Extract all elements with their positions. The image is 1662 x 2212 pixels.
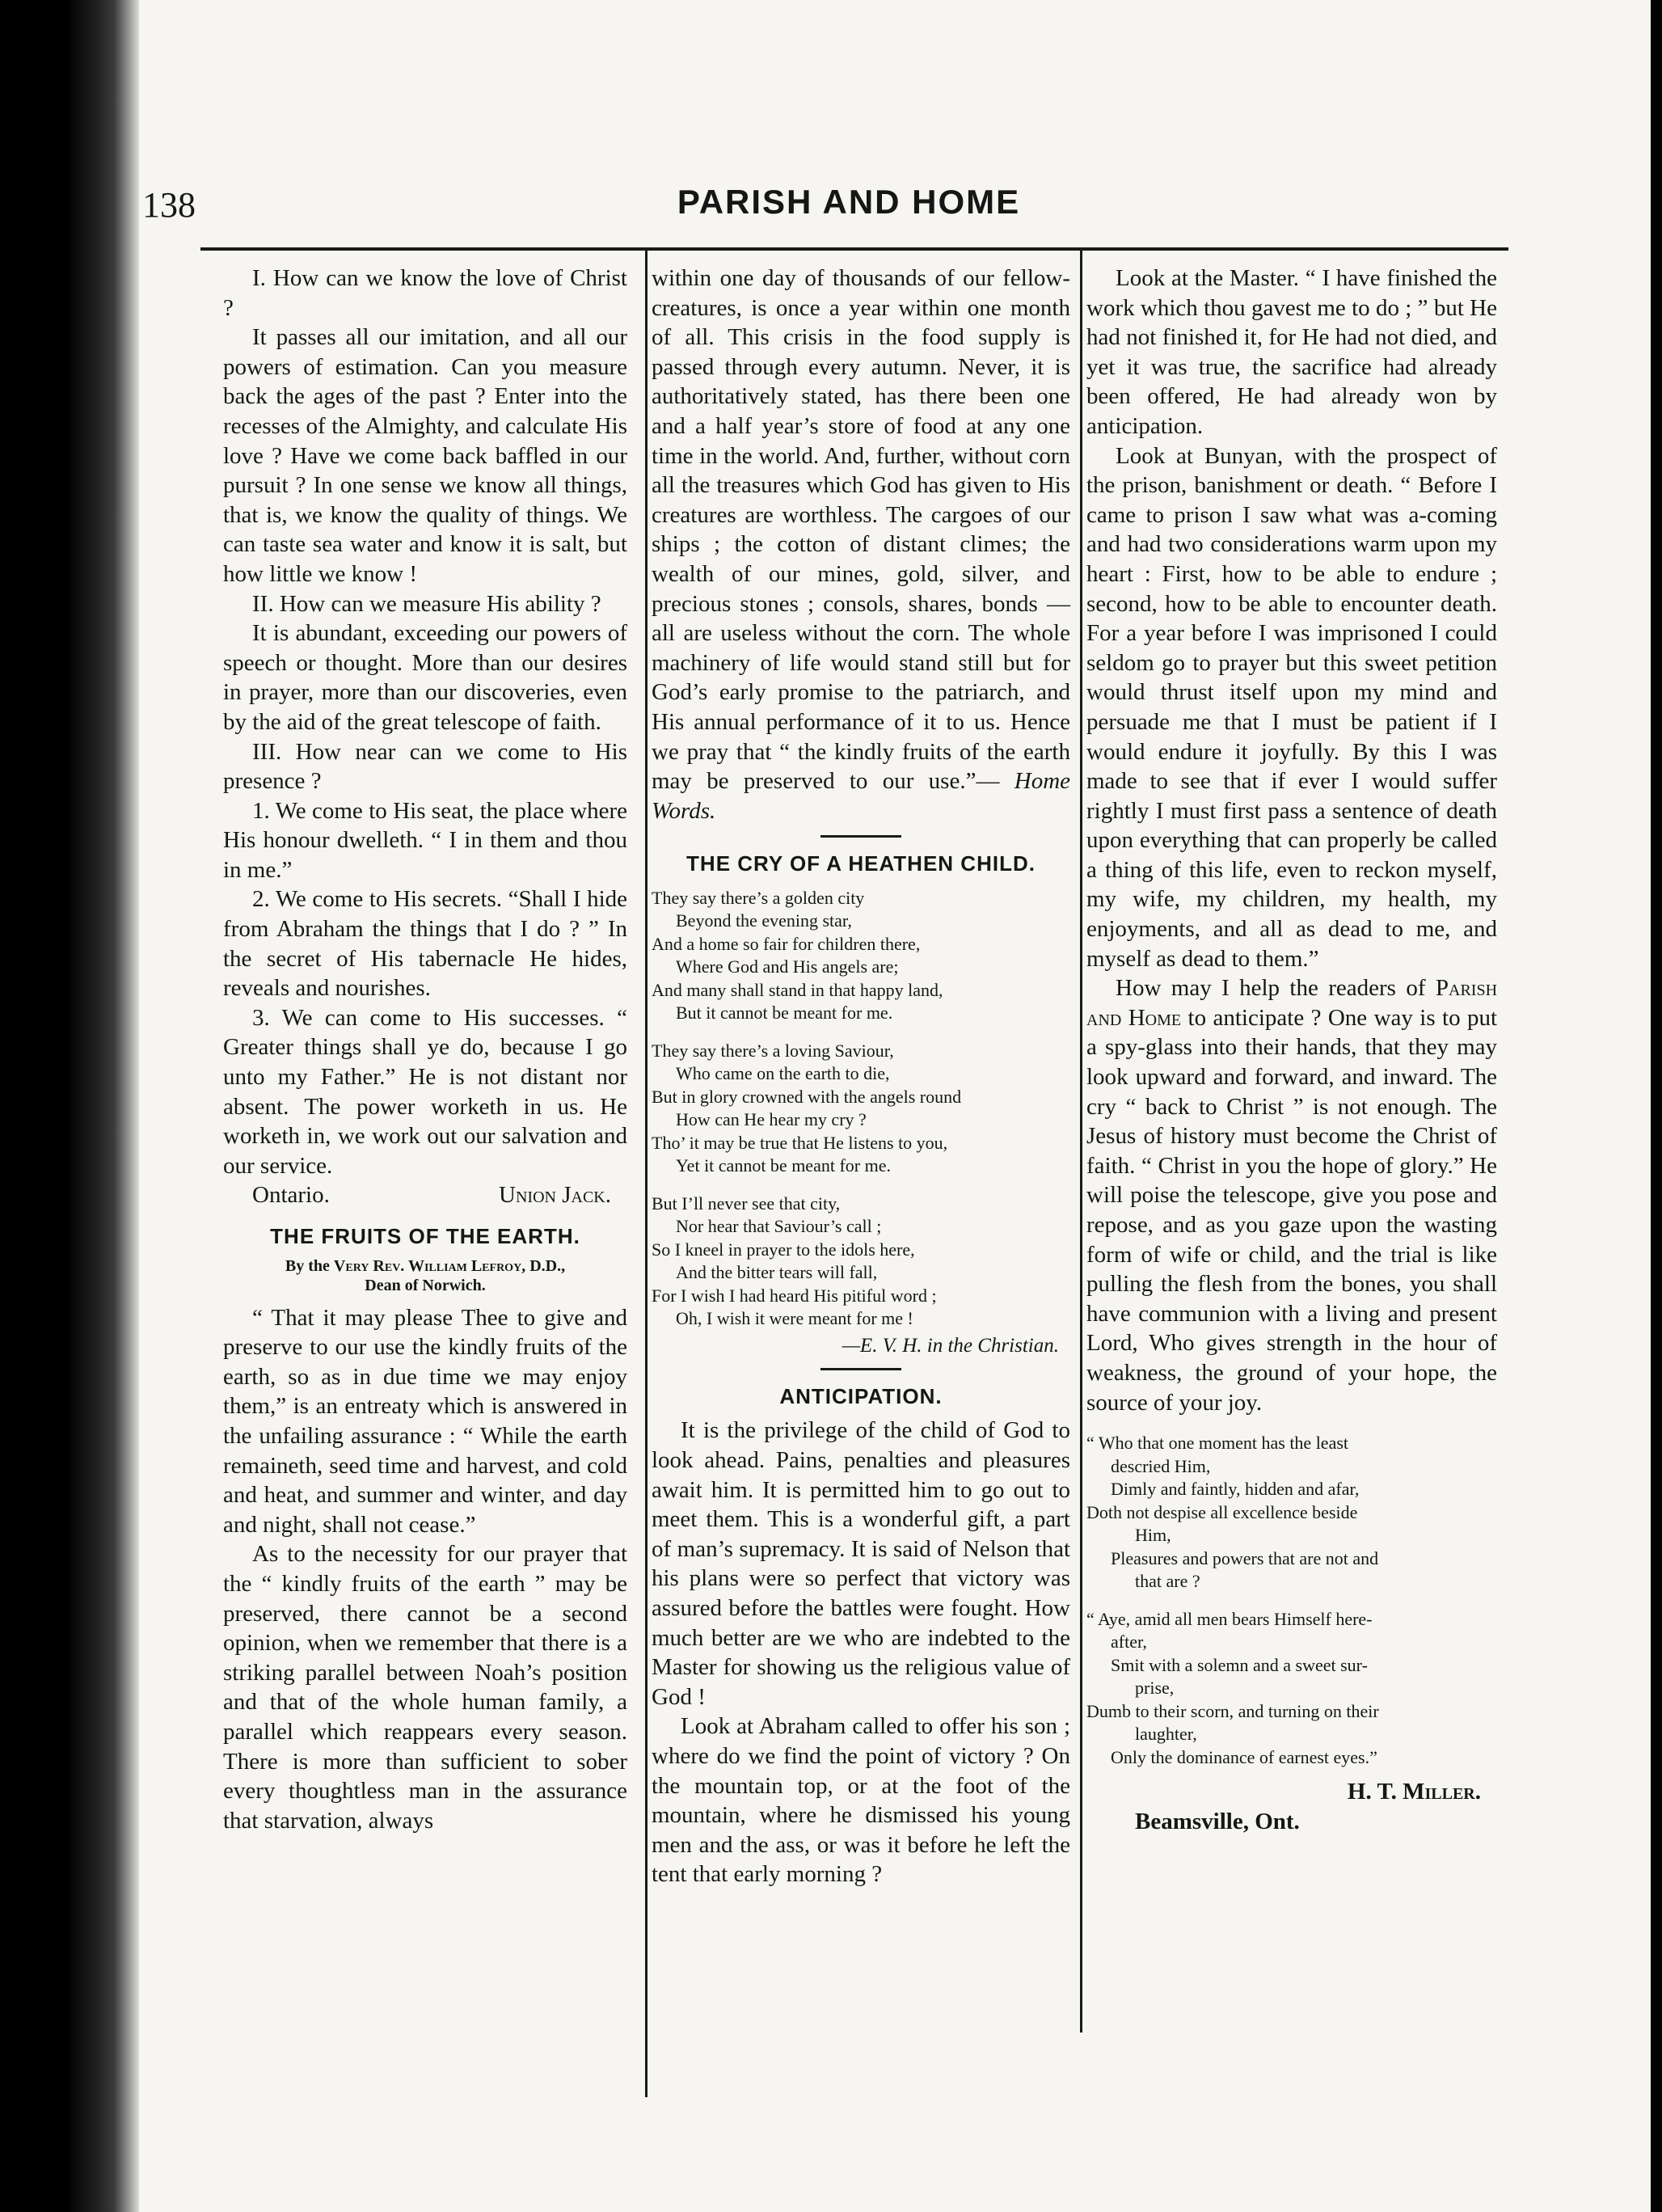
poem-line: And a home so fair for children there, bbox=[652, 933, 921, 954]
paragraph-start: How may I help the readers of bbox=[1116, 975, 1426, 1002]
poem-line: that are ? bbox=[1135, 1571, 1200, 1592]
poem-line: But it cannot be meant for me. bbox=[676, 1003, 893, 1024]
section-title-anticipation: ANTICIPATION. bbox=[779, 1383, 943, 1408]
poem-line: Doth not despise all excellence beside bbox=[1086, 1501, 1358, 1522]
poem-credit: —E. V. H. in the Christian. bbox=[842, 1334, 1059, 1357]
source-credit: Home Words. bbox=[652, 768, 1071, 824]
section-title-cry: THE CRY OF A HEATHEN CHILD. bbox=[686, 851, 1036, 876]
poem-stanza bbox=[1086, 1608, 1497, 1770]
poem-stanza bbox=[652, 887, 1070, 1025]
paragraph: As to the necessity for our prayer that the “ kindly fruits of the earth ” may be preserved, there cannot be a second opinion, when we remember that there is a striking parallel between Noah’s position and that of the whole human family, a parallel which reappears every season. There is more than sufficient to sober every thoughtless man in the assurance that starvation, always bbox=[223, 1541, 627, 1834]
paragraph: Look at Abraham called to offer his son ; where do we find the point of victory ? On the mountain top, or at the foot of the mountain, where he dismissed his young men and the ass, or was it before he left the tent that early morning ? bbox=[652, 1713, 1070, 1888]
signature-name: Union Jack. bbox=[499, 1182, 611, 1209]
poem-line: prise, bbox=[1135, 1678, 1175, 1699]
paragraph: I. How can we know the love of Christ ? bbox=[223, 265, 627, 321]
column-1 bbox=[223, 264, 627, 1835]
poem-line: Beyond the evening star, bbox=[676, 910, 852, 931]
paragraph: Look at Bunyan, with the prospect of the prison, banishment or death. “ Before I came to prison I saw what was a-coming and had two considerations warm upon my heart : First, how to be able to endure ; second, how to be able to encounter death. For a year before I was imprisoned I could seldom go to prayer but this sweet petition would thrust itself upon my mind and persuade me that I must be patient if I would endure it joyfully. By this I was made to see that if ever I would suffer rightly I must first pass a sentence of death upon everything that can properly be called a thing of this life, even to reckon myself, my wife, my children, my health, my enjoyments, and all as dead to me, and myself as dead to them.” bbox=[1086, 442, 1497, 972]
poem-line: And the bitter tears will fall, bbox=[676, 1262, 878, 1283]
quoted-poem bbox=[1086, 1432, 1497, 1769]
separator-rule bbox=[820, 1368, 901, 1370]
page-number: 138 bbox=[142, 185, 196, 225]
byline-degree: D.D., bbox=[529, 1256, 566, 1275]
poem-line: For I wish I had heard His pitiful word ; bbox=[652, 1285, 937, 1306]
poem-line: Tho’ it may be true that He listens to you, bbox=[652, 1132, 948, 1153]
poem-stanza bbox=[652, 1193, 1070, 1331]
poem-line: after, bbox=[1111, 1632, 1147, 1653]
byline-author: Very Rev. William Lefroy, bbox=[333, 1256, 526, 1275]
poem-line: Where God and His angels are; bbox=[676, 956, 899, 977]
byline-prefix: By the bbox=[285, 1256, 330, 1275]
poem-line: “ Aye, amid all men bears Himself here- bbox=[1086, 1608, 1373, 1629]
author-signature: H. T. Miller. bbox=[1347, 1779, 1481, 1805]
header-rule bbox=[200, 247, 1508, 251]
scan-right-border bbox=[1651, 0, 1662, 2212]
column-rule-left bbox=[645, 251, 648, 2097]
poem-line: And many shall stand in that happy land, bbox=[652, 979, 943, 1000]
poem-line: Who came on the earth to die, bbox=[676, 1063, 890, 1084]
poem-line: laughter, bbox=[1135, 1724, 1197, 1745]
poem-line: They say there’s a loving Saviour, bbox=[652, 1040, 894, 1061]
poem-line: But in glory crowned with the angels round bbox=[652, 1086, 962, 1107]
paragraph-rest: to anticipate ? One way is to put a spy-glass into their hands, that they may look upward and forward, and inward. The cry “ back to Christ ” is not enough. The Jesus of history must become the Christ of faith. “ Christ in you the hope of glory.” He will poise the telescope, give you pose and repose, and as you gaze upon the wasting form of wife or child, and the trial is like pulling the flesh from the bones, you shall have communion with a living and present Lord, Who gives strength in the hour of weakness, the ground of your hope, the source of your joy. bbox=[1086, 1004, 1498, 1416]
byline-title: Dean of Norwich. bbox=[365, 1276, 486, 1294]
poem-stanza bbox=[1086, 1432, 1497, 1594]
poem-line: Smit with a solemn and a sweet sur- bbox=[1111, 1654, 1368, 1675]
paragraph: 1. We come to His seat, the place where His honour dwelleth. “ I in them and thou in me.” bbox=[223, 797, 627, 883]
running-head: PARISH AND HOME bbox=[677, 183, 1021, 221]
paragraph: 3. We can come to His successes. “ Greater things shall ye do, because I go unto my Father.” He is not distant nor absent. The power worketh in us. He worketh in, we work out our salvation and our service. bbox=[223, 1004, 627, 1179]
column-3 bbox=[1086, 264, 1497, 1836]
paragraph: III. How near can we come to His presence ? bbox=[223, 738, 627, 795]
paragraph-with-publication bbox=[1086, 973, 1497, 1417]
paragraph: It passes all our imitation, and all our powers of estimation. Can you measure back the ages of the past ? Enter into the recesses of the Almighty, and calculate His love ? Have we come back baffled in our pursuit ? In one sense we know all things, that is, we know the quality of things. We can taste sea water and know it is salt, but how little we know ! bbox=[223, 324, 627, 587]
publication-name: Parish and Home bbox=[1086, 975, 1498, 1031]
poem-line: Him, bbox=[1135, 1525, 1171, 1546]
byline bbox=[223, 1256, 627, 1295]
column-rule-right bbox=[1080, 251, 1082, 2033]
poem-line: Oh, I wish it were meant for me ! bbox=[676, 1308, 913, 1329]
poem-line: How can He hear my cry ? bbox=[676, 1109, 867, 1130]
signature-place: Ontario. bbox=[252, 1182, 330, 1209]
column-2 bbox=[652, 264, 1070, 1889]
separator-rule bbox=[820, 835, 901, 838]
paragraph: 2. We come to His secrets. “Shall I hide from Abraham the things that I do ? ” In the secret of His tabernacle He hides, reveals and nourishes. bbox=[223, 886, 627, 1002]
book-gutter-shadow bbox=[70, 0, 139, 2212]
paragraph: It is abundant, exceeding our powers of speech or thought. More than our desires in prayer, more than our discoveries, even by the aid of the great telescope of faith. bbox=[223, 620, 627, 735]
poem-line: Pleasures and powers that are not and bbox=[1111, 1547, 1379, 1568]
poem-line: descried Him, bbox=[1111, 1455, 1211, 1476]
poem-line: But I’ll never see that city, bbox=[652, 1193, 841, 1214]
poem-line: “ Who that one moment has the least bbox=[1086, 1433, 1349, 1454]
paragraph: II. How can we measure His ability ? bbox=[252, 590, 601, 617]
poem bbox=[652, 887, 1070, 1331]
paragraph: It is the privilege of the child of God to look ahead. Pains, penalties and pleasures await him. It is permitted him to go out to meet them. This is a wonderful gift, a part of man’s supremacy. It is said of Nelson that his plans were so perfect that victory was assured before the battles were fought. How much better are we who are indebted to the Master for showing us the religious value of God ! bbox=[652, 1417, 1070, 1710]
poem-line: Dimly and faintly, hidden and afar, bbox=[1111, 1479, 1360, 1500]
author-location: Beamsville, Ont. bbox=[1135, 1808, 1300, 1834]
poem-line: They say there’s a golden city bbox=[652, 887, 865, 908]
poem-stanza bbox=[652, 1040, 1070, 1178]
paragraph: within one day of thousands of our fellow-creatures, is once a year within one month of all. This crisis in the food supply is passed through every autumn. Never, it is authoritatively stated, has there been one and a half year’s store of food at any one time in the world. And, further, without corn all the treasures which God has given to His creatures are worthless. The cargoes of our ships ; the cotton of distant climes; the wealth of our mines, gold, silver, and precious stones ; consols, shares, bonds — all are useless without the corn. The whole machinery of life would stand still but for God’s early promise to the patriarch, and His annual performance of it to us. Hence we pray that “ the kindly fruits of the earth may be preserved to our use.”— bbox=[652, 265, 1070, 795]
poem-line: Nor hear that Saviour’s call ; bbox=[676, 1216, 882, 1237]
section-title-fruits: THE FRUITS OF THE EARTH. bbox=[270, 1224, 580, 1248]
poem-line: Only the dominance of earnest eyes.” bbox=[1111, 1746, 1377, 1767]
signature-line bbox=[223, 1180, 627, 1210]
paragraph-with-source bbox=[652, 264, 1070, 825]
poem-line: Yet it cannot be meant for me. bbox=[676, 1155, 891, 1176]
poem-line: Dumb to their scorn, and turning on their bbox=[1086, 1700, 1379, 1721]
poem-line: So I kneel in prayer to the idols here, bbox=[652, 1239, 915, 1260]
paragraph: “ That it may please Thee to give and preserve to our use the kindly fruits of the earth, so as in due time we may enjoy them,” is an entreaty which is answered in the unfailing assurance : “ While the earth remaineth, seed time and harvest, and cold and heat, and summer and winter, and day and night, shall not cease.” bbox=[223, 1304, 627, 1538]
paragraph: Look at the Master. “ I have finished the work which thou gavest me to do ; ” but He had not finished it, for He had not died, and yet it was true, the sacrifice had already been offered, He had already won by anticipation. bbox=[1086, 265, 1497, 439]
